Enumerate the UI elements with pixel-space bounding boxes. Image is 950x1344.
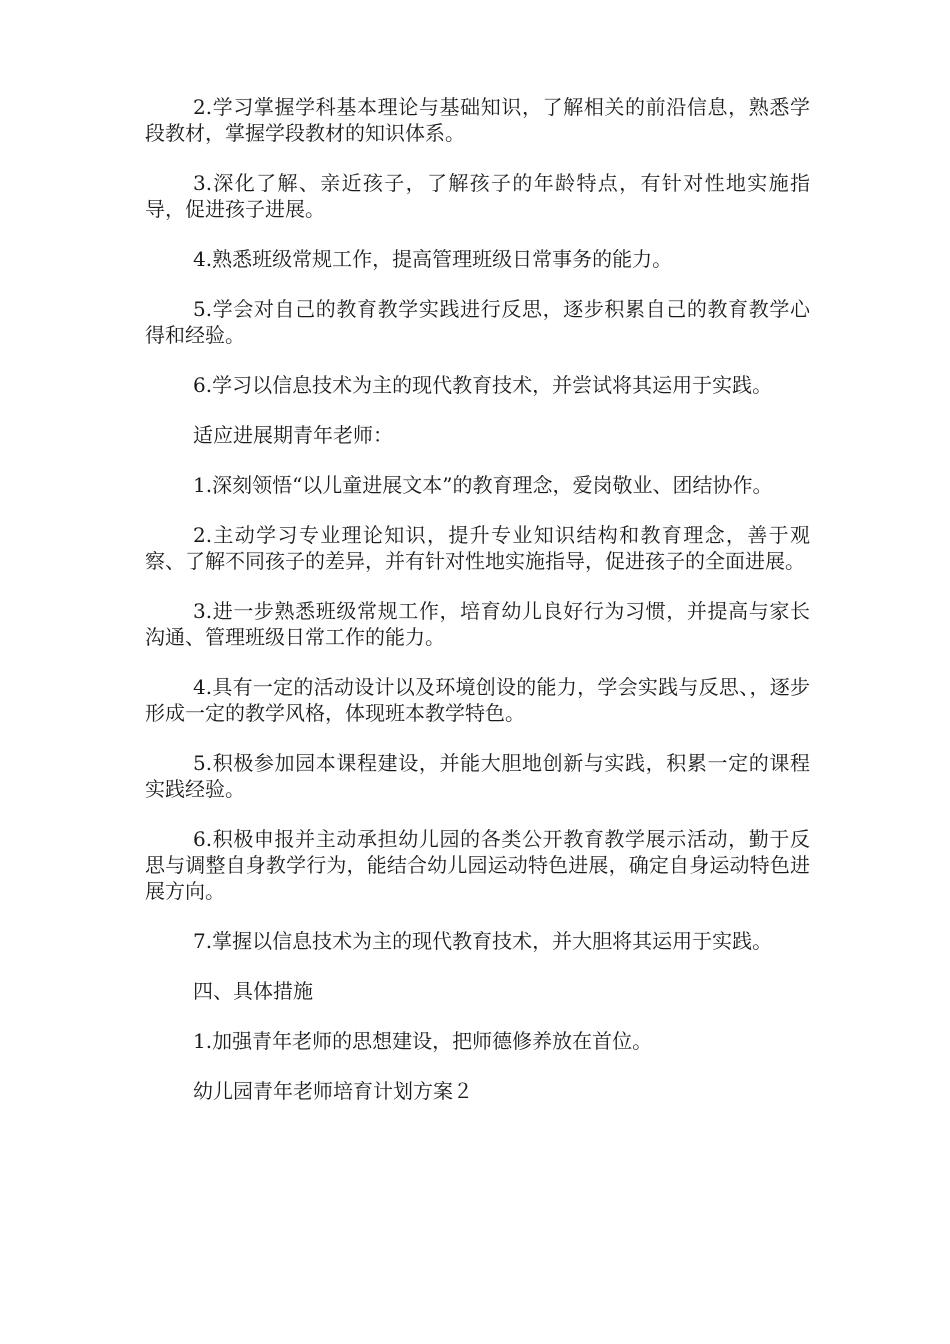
document-body [145,94,810,1128]
document-title-2: 幼儿园青年老师培育计划方案２ [193,1079,473,1103]
paragraph-reflection: 5.学会对自己的教育教学实践进行反思，逐步积累自己的教育教学心得和经验。 [145,297,810,347]
paragraph-open-activities: 6.积极申报并主动承担幼儿园的各类公开教育教学展示活动，勤于反思与调整自身教学行为，能结合幼儿园运动特色进展，确定自身运动特色进展方向。 [145,827,810,903]
section-heading-measures: 四、具体措施 [193,979,313,1003]
paragraph-info-tech: 6.学习以信息技术为主的现代教育技术，并尝试将其运用于实践。 [193,373,773,397]
paragraph-modern-tech: 7.掌握以信息技术为主的现代教育技术，并大胆将其运用于实践。 [193,929,773,953]
paragraph-activity-design: 4.具有一定的活动设计以及环境创设的能力，学会实践与反思、，逐步形成一定的教学风格，体现班本教学特色。 [145,675,810,725]
paragraph-ethics: 1.加强青年老师的思想建设，把师德修养放在首位。 [193,1029,653,1053]
paragraph-education-concept: 1.深刻领悟“以儿童进展文本”的教育理念，爱岗敬业、团结协作。 [193,473,773,497]
paragraph-learn-theory: 2.学习掌握学科基本理论与基础知识，了解相关的前沿信息，熟悉学段教材，掌握学段教材的知识体系。 [145,95,810,145]
paragraph-class-management: 3.进一步熟悉班级常规工作，培育幼儿良好行为习惯，并提高与家长沟通、管理班级日常工作的能力。 [145,599,810,649]
section-heading-adaptive-teachers: 适应进展期青年老师： [193,423,393,447]
paragraph-understand-children: 3.深化了解、亲近孩子，了解孩子的年龄特点，有针对性地实施指导，促进孩子进展。 [145,171,810,221]
paragraph-professional-study: 2.主动学习专业理论知识，提升专业知识结构和教育理念，善于观察、了解不同孩子的差异，并有针对性地实施指导，促进孩子的全面进展。 [145,523,810,573]
paragraph-class-routine: 4.熟悉班级常规工作，提高管理班级日常事务的能力。 [193,247,673,271]
paragraph-curriculum: 5.积极参加园本课程建设，并能大胆地创新与实践，积累一定的课程实践经验。 [145,751,810,801]
